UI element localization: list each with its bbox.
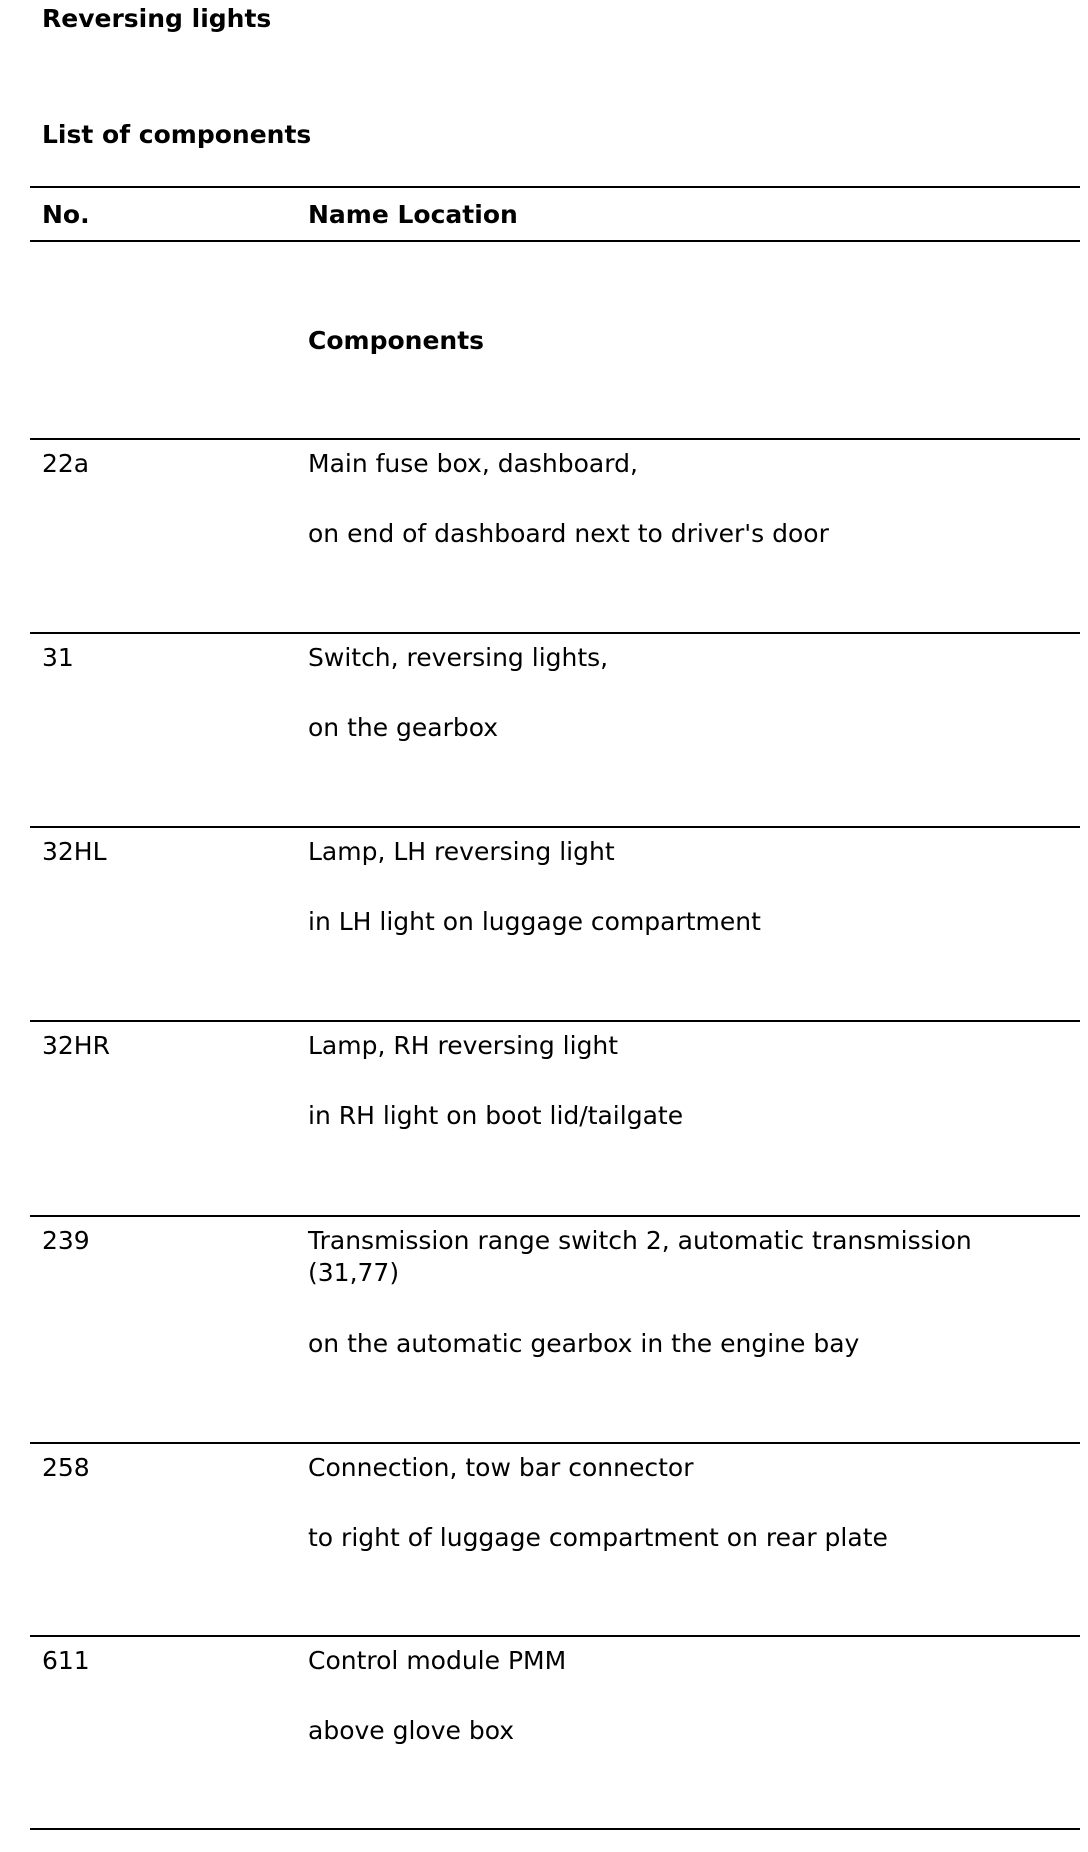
row-location: in RH light on boot lid/tailgate — [308, 1101, 684, 1130]
row-location: on end of dashboard next to driver's door — [308, 519, 829, 548]
row-divider — [30, 438, 1080, 440]
row-name: Main fuse box, dashboard, — [308, 449, 638, 478]
row-number: 32HL — [42, 837, 107, 866]
row-number: 611 — [42, 1646, 90, 1675]
row-divider — [30, 1635, 1080, 1637]
row-name: Lamp, LH reversing light — [308, 837, 615, 866]
row-location: on the gearbox — [308, 713, 499, 742]
section-title: List of components — [42, 120, 312, 149]
row-location: in LH light on luggage compartment — [308, 907, 761, 936]
row-divider — [30, 826, 1080, 828]
column-header-name-location: Name Location — [308, 200, 518, 229]
row-name: Connection, tow bar connector — [308, 1453, 694, 1482]
row-divider — [30, 632, 1080, 634]
row-number: 258 — [42, 1453, 90, 1482]
row-number: 22a — [42, 449, 90, 478]
table-top-rule — [30, 186, 1080, 188]
group-title-components: Components — [308, 326, 485, 355]
row-divider — [30, 1442, 1080, 1444]
row-number: 239 — [42, 1226, 90, 1255]
row-name: Lamp, RH reversing light — [308, 1031, 619, 1060]
row-number: 32HR — [42, 1031, 110, 1060]
row-name: Transmission range switch 2, automatic transmission (31,77) — [308, 1226, 972, 1287]
row-divider — [30, 1215, 1080, 1217]
row-name: Switch, reversing lights, — [308, 643, 609, 672]
header-bottom-rule — [30, 240, 1080, 242]
column-header-no: No. — [42, 200, 90, 229]
row-location: to right of luggage compartment on rear plate — [308, 1523, 888, 1552]
row-location: above glove box — [308, 1716, 515, 1745]
page-title: Reversing lights — [42, 4, 272, 33]
row-number: 31 — [42, 643, 74, 672]
row-location: on the automatic gearbox in the engine bay — [308, 1329, 860, 1358]
row-name: Control module PMM — [308, 1646, 567, 1675]
row-divider — [30, 1020, 1080, 1022]
table-bottom-rule — [30, 1828, 1080, 1830]
